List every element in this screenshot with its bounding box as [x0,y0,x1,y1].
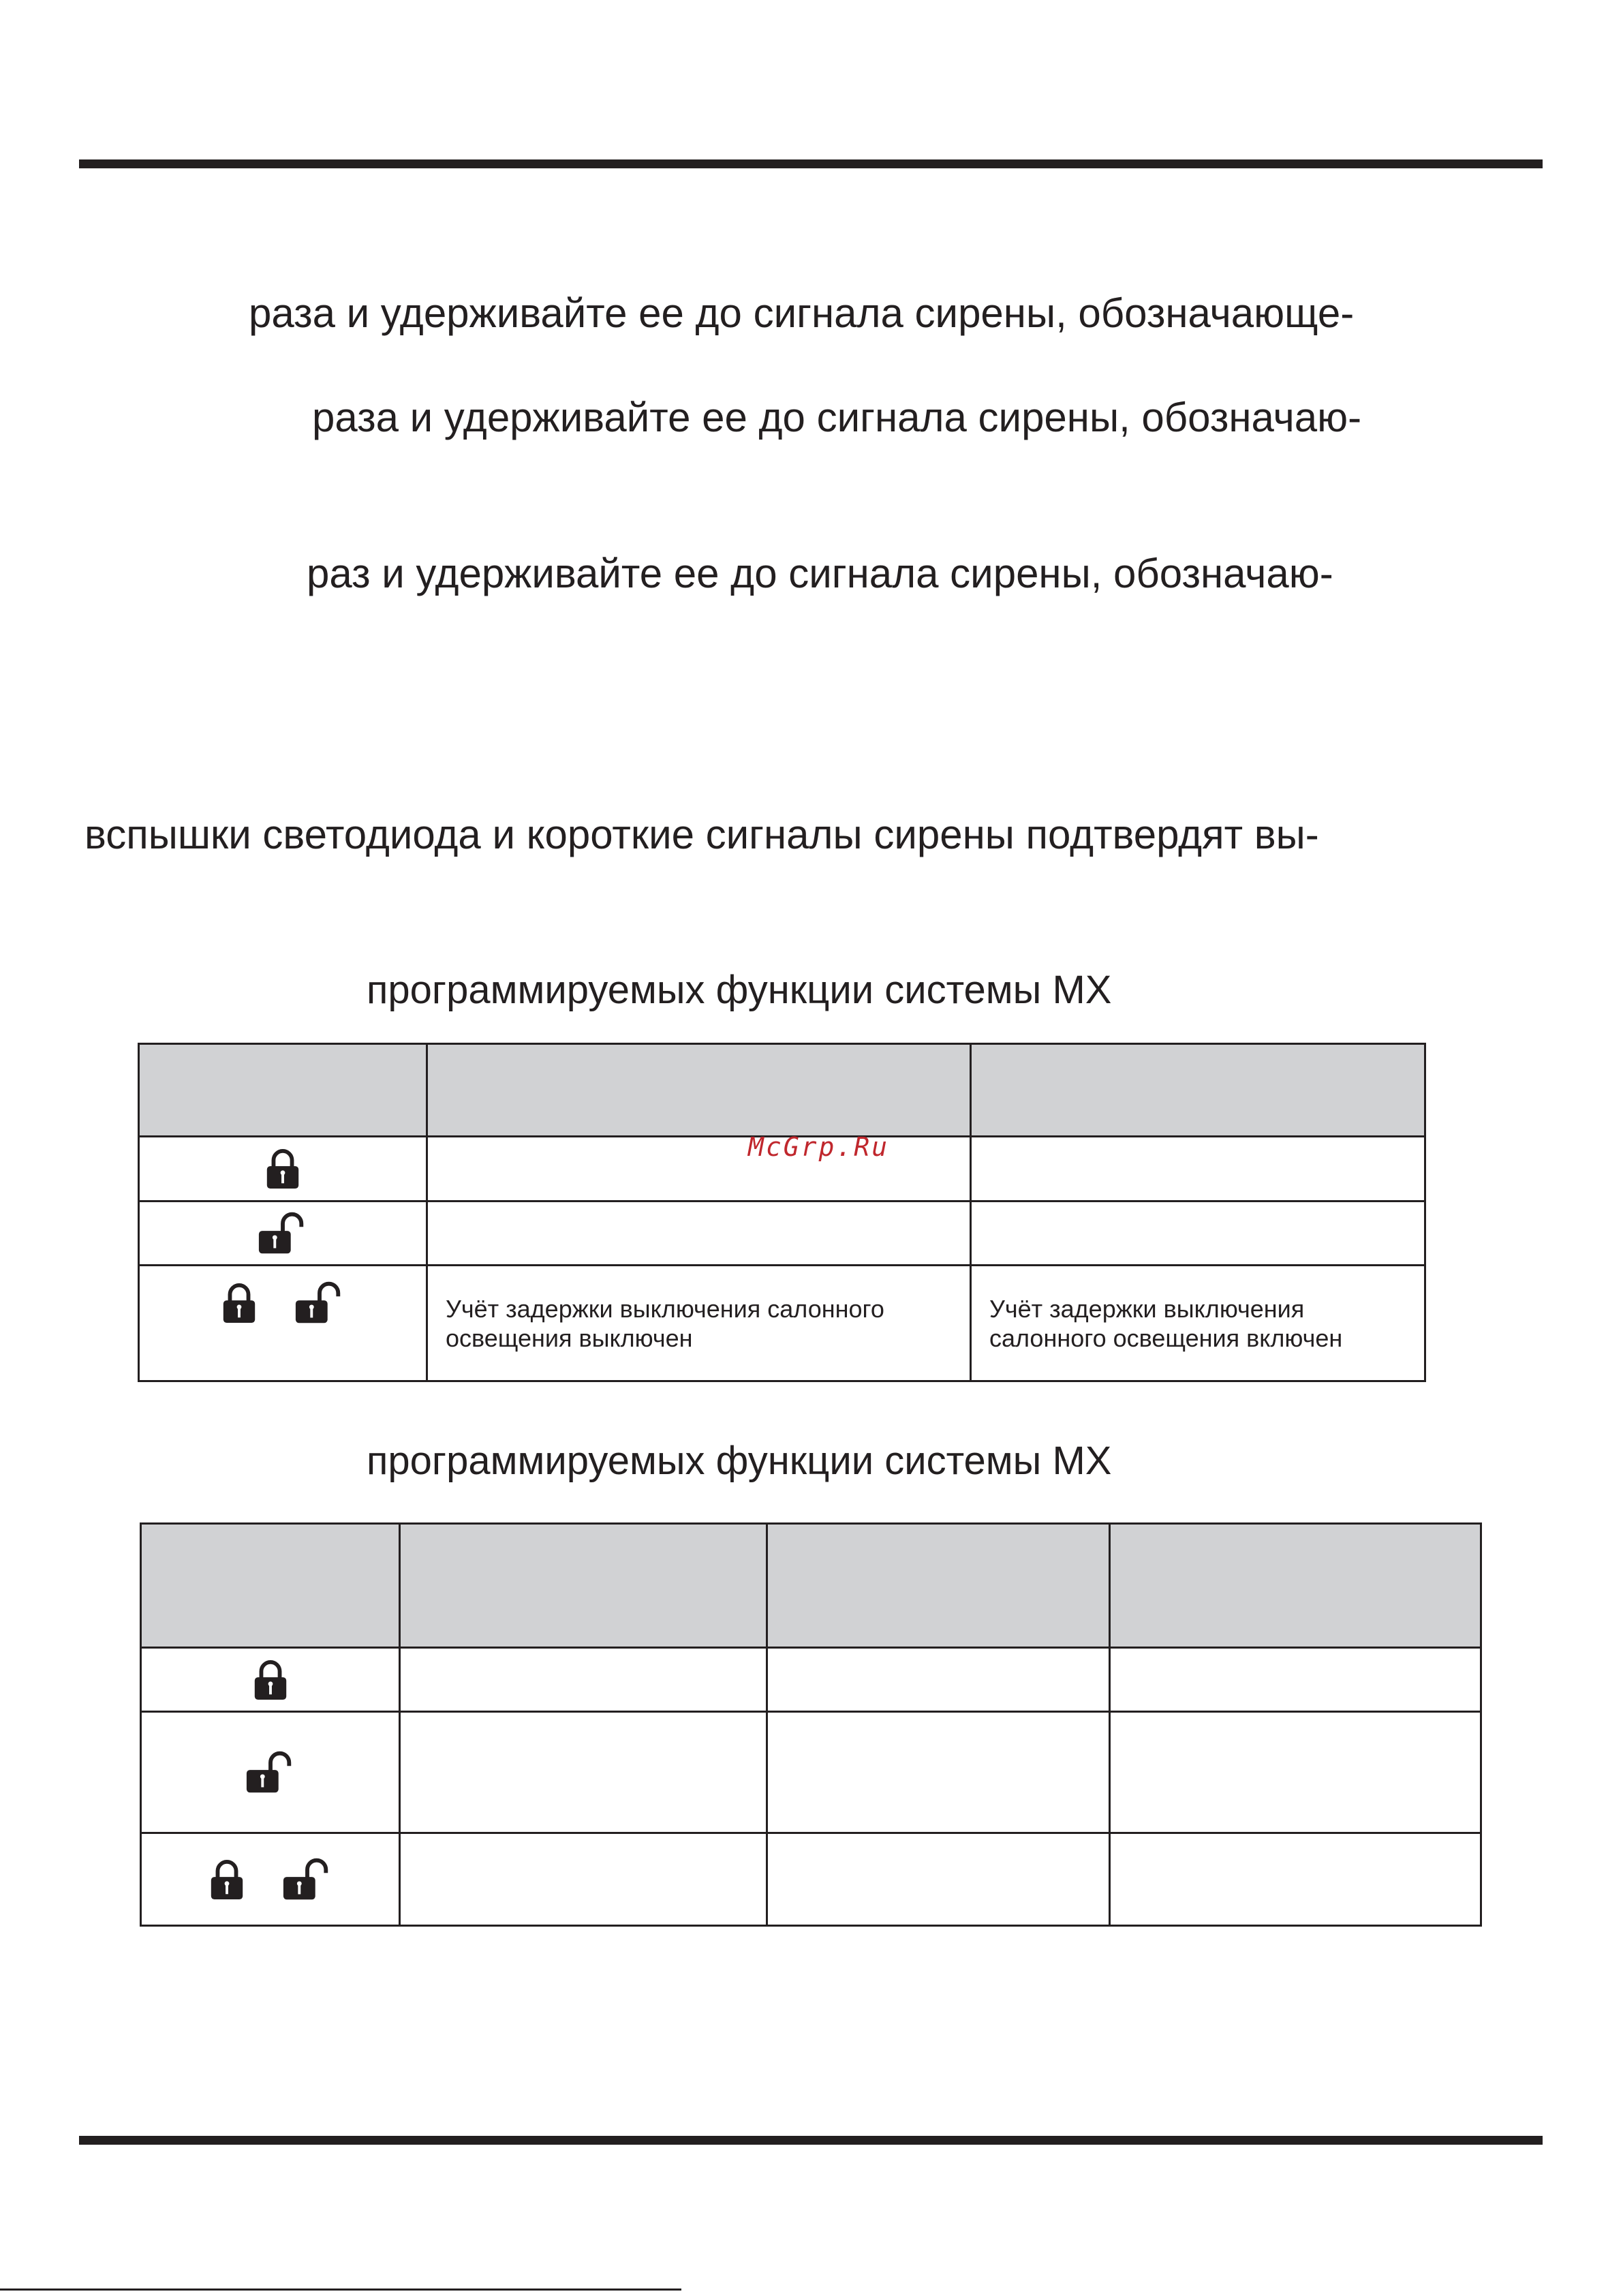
icon-cell [139,1201,427,1266]
icon-cell [139,1266,427,1381]
lock-closed-icon [263,1148,303,1190]
header-cell [400,1524,767,1648]
table1-heading: программируемых функции системы MX [367,968,1112,1012]
table-header-row [139,1044,1425,1137]
header-cell [139,1044,427,1137]
table-cell [400,1833,767,1926]
lock-closed-icon [251,1659,290,1701]
programmable-functions-table-1 [138,1043,1426,1382]
bottom-rule [79,2136,1543,2145]
header-cell [971,1044,1425,1137]
table-cell [1110,1833,1481,1926]
lock-closed-icon [207,1858,247,1901]
table-cell: Учёт задержки выключения салонного освещения включен [971,1266,1425,1381]
table-cell [767,1648,1110,1712]
header-cell [427,1044,971,1137]
page-edge-line [0,2289,681,2291]
table-header-row [141,1524,1481,1648]
lock-open-icon [293,1281,346,1325]
table-row [139,1266,1425,1381]
programmable-functions-table-2 [140,1522,1482,1927]
lock-closed-icon [219,1282,259,1324]
table-row [139,1201,1425,1266]
table2-heading: программируемых функции системы MX [367,1439,1112,1483]
icon-cell [141,1648,400,1712]
text-line-4: вспышки светодиода и короткие сигналы сирены подтвердят вы- [84,812,1319,857]
top-rule [79,159,1543,168]
lock-open-icon [244,1751,297,1794]
table-cell [971,1137,1425,1201]
table-cell [400,1648,767,1712]
table-cell [400,1712,767,1833]
table-cell [427,1201,971,1266]
text-line-3: раз и удерживайте ее до сигнала сирены, обозначаю- [307,551,1333,596]
table-cell [1110,1712,1481,1833]
header-cell [767,1524,1110,1648]
table-cell: Учёт задержки выключения салонного освещения выключен [427,1266,971,1381]
table-cell [767,1833,1110,1926]
icon-cell [139,1137,427,1201]
table-cell [767,1712,1110,1833]
watermark: McGrp.Ru [748,1132,890,1162]
header-cell [141,1524,400,1648]
icon-cell [141,1833,400,1926]
table-row [141,1712,1481,1833]
text-line-1: раза и удерживайте ее до сигнала сирены, обозначающе- [249,290,1355,336]
lock-open-icon [281,1858,334,1901]
table-cell [971,1201,1425,1266]
table-row [141,1648,1481,1712]
table-row [141,1833,1481,1926]
header-cell [1110,1524,1481,1648]
icon-cell [141,1712,400,1833]
text-line-2: раза и удерживайте ее до сигнала сирены, обозначаю- [312,395,1362,440]
lock-open-icon [256,1212,309,1255]
table-cell [1110,1648,1481,1712]
